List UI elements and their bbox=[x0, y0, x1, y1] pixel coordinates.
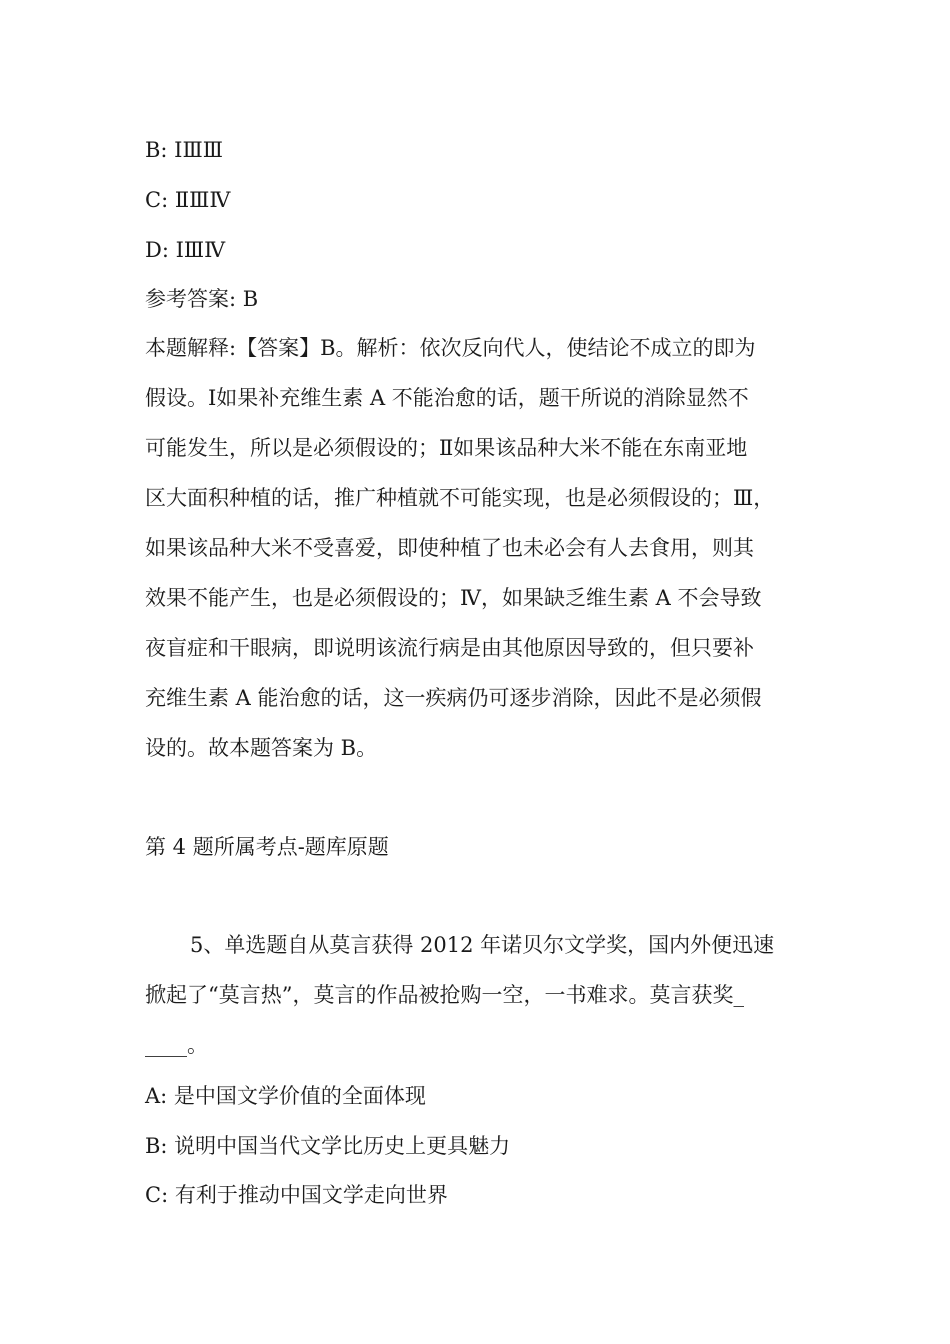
option-c: C: ⅡⅢⅣ bbox=[145, 188, 231, 212]
explanation-line: 效果不能产生，也是必须假设的；Ⅳ，如果缺乏维生素 A 不会导致 bbox=[145, 586, 762, 610]
reference-answer: 参考答案: B bbox=[145, 287, 259, 311]
option-d: D: ⅠⅢⅣ bbox=[145, 238, 226, 262]
question-5-stem-first bbox=[190, 920, 810, 970]
option-c: C: 有利于推动中国文学走向世界 bbox=[145, 1183, 448, 1207]
explanation-line: 如果该品种大米不受喜爱，即使种植了也未必会有人去食用，则其 bbox=[145, 536, 754, 560]
explanation-line: 夜盲症和干眼病，即说明该流行病是由其他原因导致的，但只要补 bbox=[145, 636, 754, 660]
source-note: 第 4 题所属考点-题库原题 bbox=[145, 835, 389, 859]
option-b: B: ⅠⅢⅢ bbox=[145, 138, 223, 162]
option-b: B: 说明中国当代文学比历史上更具魅力 bbox=[145, 1134, 511, 1158]
explanation-line: 本题解释:【答案】B。解析：依次反向代人，使结论不成立的即为 bbox=[145, 336, 756, 360]
question-5-stem bbox=[145, 970, 807, 1070]
question-stem-line: 5、单选题自从莫言获得 2012 年诺贝尔文学奖，国内外便迅速 bbox=[190, 933, 775, 957]
option-a: A: 是中国文学价值的全面体现 bbox=[145, 1084, 426, 1108]
question-stem-line: 掀起了“莫言热”，莫言的作品被抢购一空，一书难求。莫言获奖_ bbox=[145, 983, 744, 1007]
explanation-line: 区大面积种植的话，推广种植就不可能实现，也是必须假设的；Ⅲ， bbox=[145, 486, 775, 510]
explanation-line: 假设。Ⅰ如果补充维生素 A 不能治愈的话，题干所说的消除显然不 bbox=[145, 386, 749, 410]
explanation-line: 设的。故本题答案为 B。 bbox=[145, 736, 378, 760]
explanation-paragraph bbox=[145, 323, 807, 773]
explanation-line: 可能发生，所以是必须假设的；Ⅱ如果该品种大米不能在东南亚地 bbox=[145, 436, 748, 460]
explanation-line: 充维生素 A 能治愈的话，这一疾病仍可逐步消除，因此不是必须假 bbox=[145, 686, 762, 710]
question-stem-line: ____。 bbox=[145, 1033, 208, 1057]
